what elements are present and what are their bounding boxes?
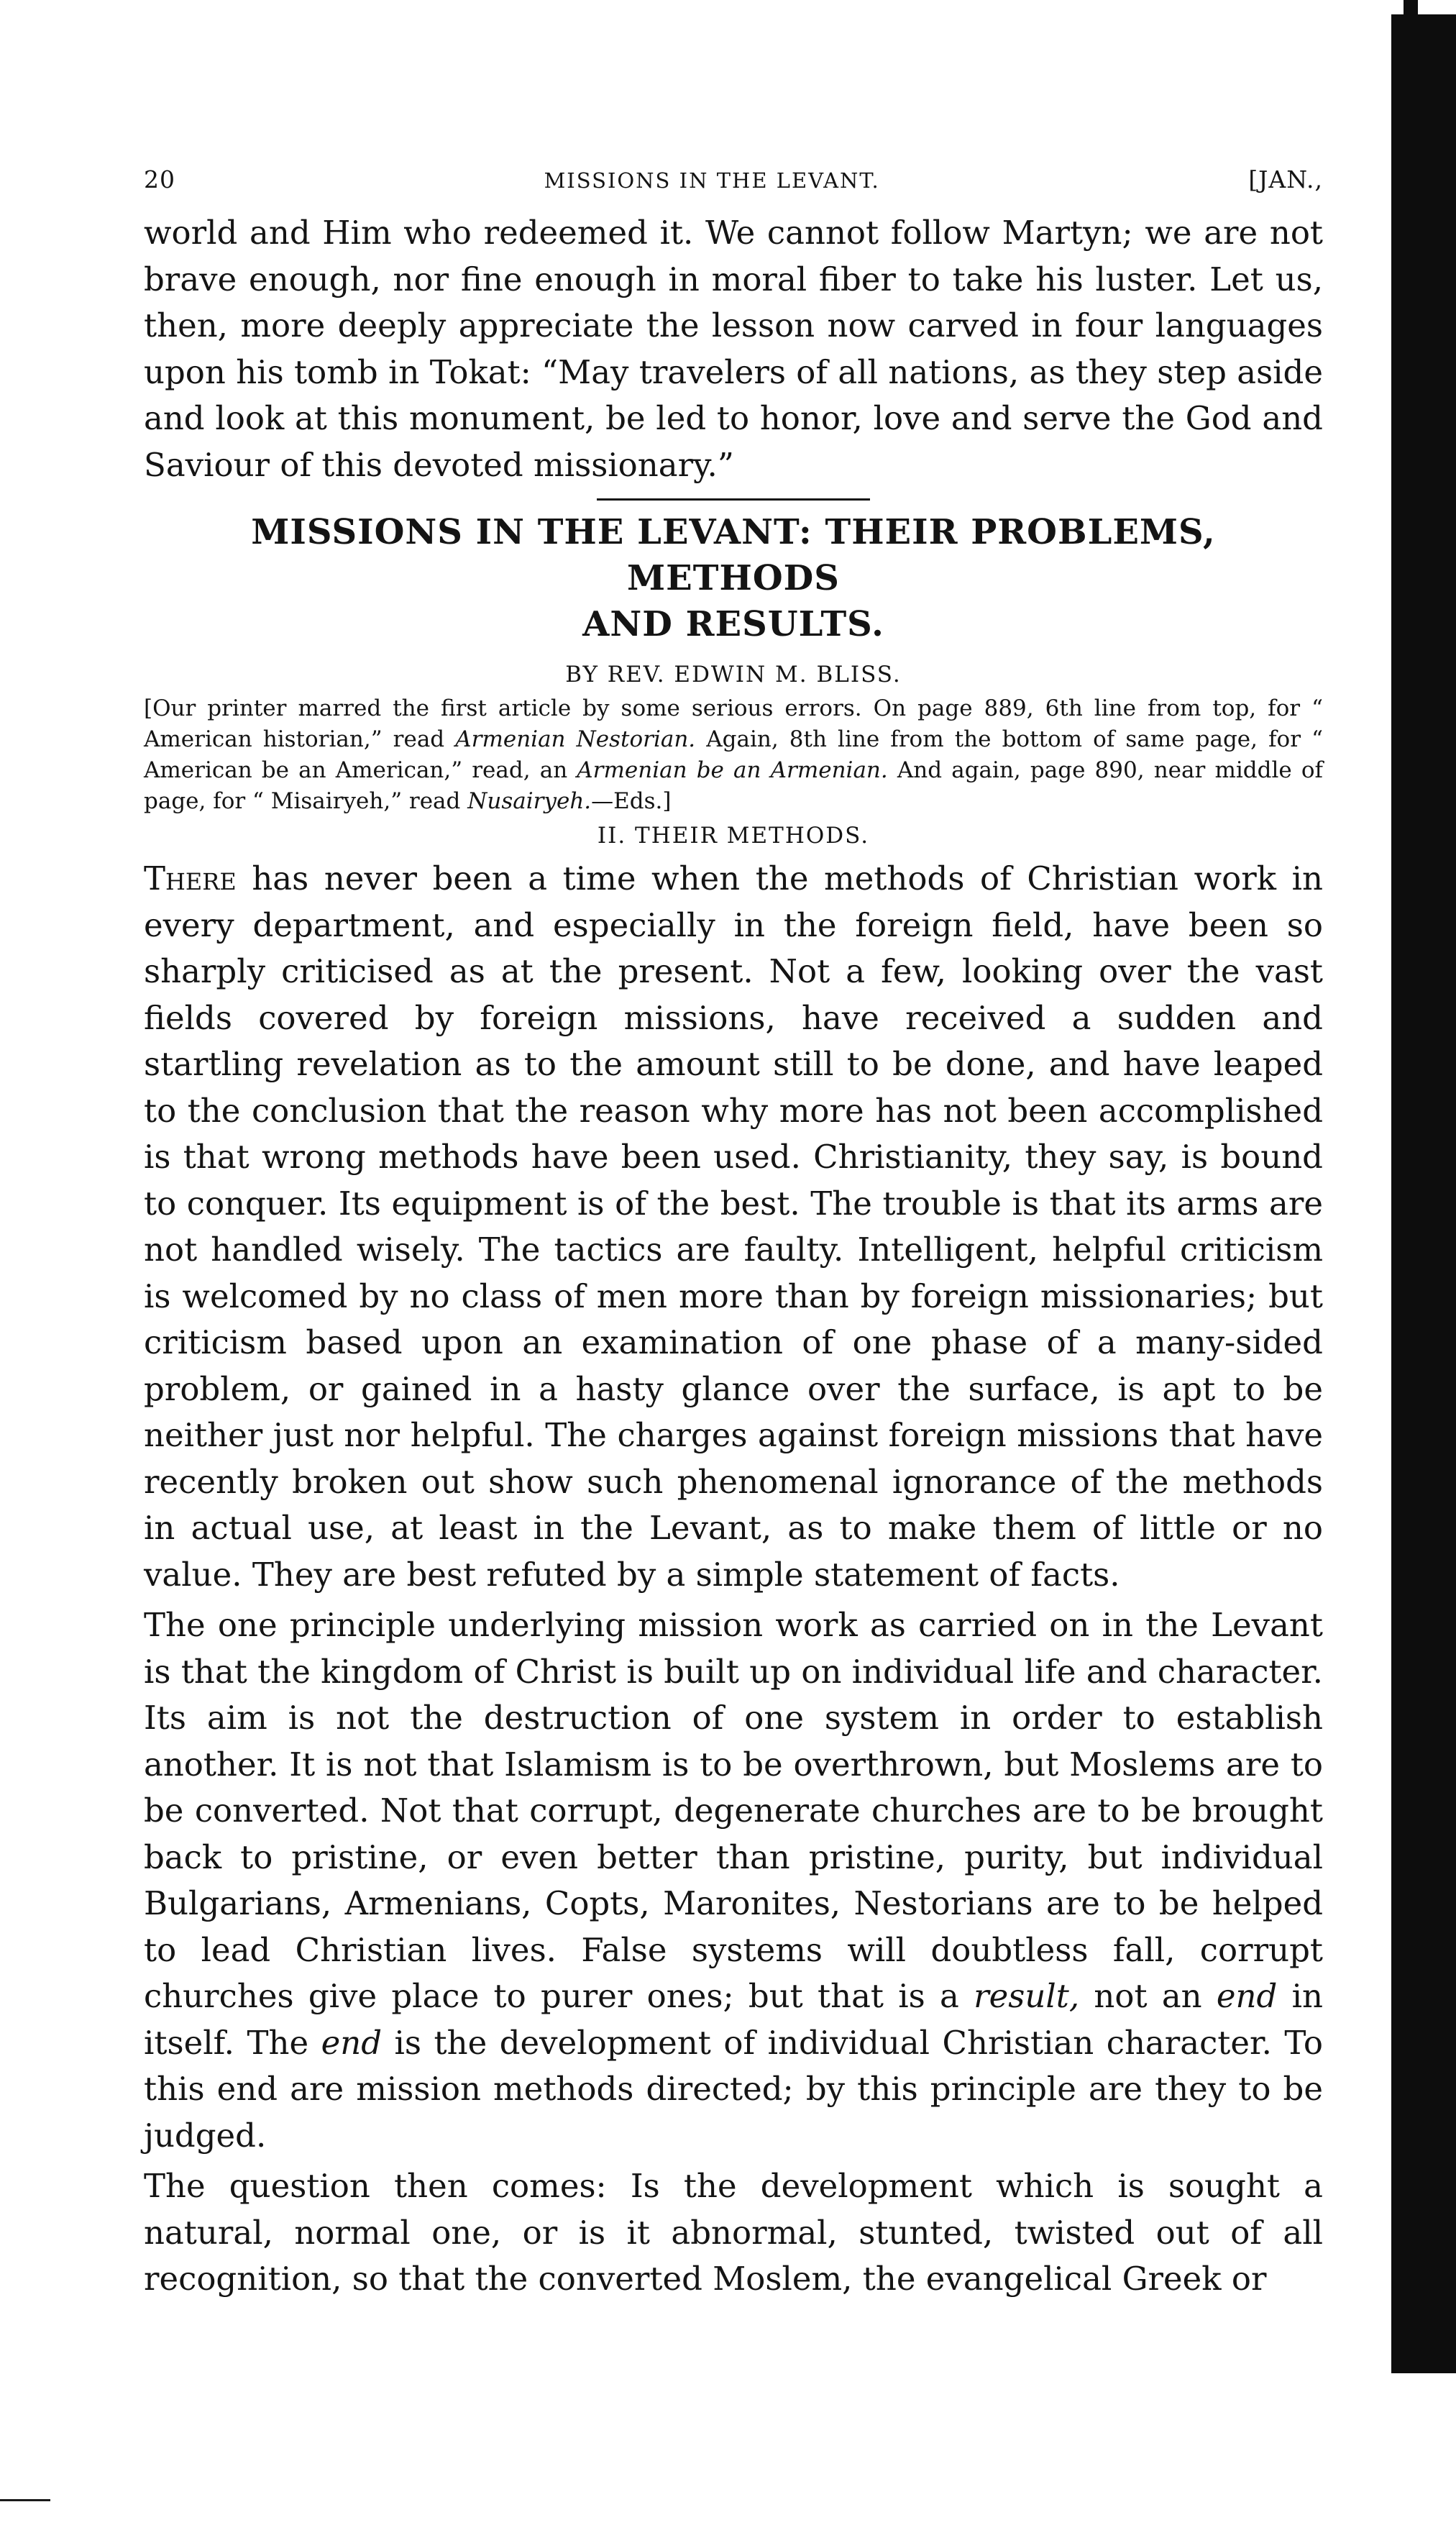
document-page [144,165,1323,2303]
note-italic-2: Armenian be an Armenian. [577,757,888,783]
running-title: MISSIONS IN THE LEVANT. [544,168,880,193]
paragraph-2-italic-1: result, [974,1977,1080,2015]
paragraph-2-text-4: is the development of individual Christian character. To this end are mission methods directed; by this principle are they to be judged. [144,2023,1323,2155]
paragraph-1-lead: There [144,859,237,898]
note-italic-1: Armenian Nestorian. [455,726,696,752]
paragraph-2-italic-3: end [321,2023,383,2062]
paragraph-2 [144,1602,1323,2159]
page-edge-shadow [1391,14,1456,2373]
note-text-4: —Eds.] [591,788,672,814]
article-title [144,509,1323,647]
previous-article-ending: world and Him who redeemed it. We cannot follow Martyn; we are not brave enough, nor fine enough in moral fiber to take his luster. Let us, then, more deeply appreciate the lesson now carved in four languages upon his tomb in Tokat: “May travelers of all nations, as they step aside and look at this monument, be led to honor, love and serve the God and Saviour of this devoted missionary.” [144,214,1323,484]
note-text-1: [Our printer marred the first article by some serious errors. On page 889, 6th line from top, for “ American historian,” read [144,695,1323,752]
byline: BY REV. EDWIN M. BLISS. [565,662,902,688]
paragraph-2-italic-2: end [1216,1977,1278,2015]
running-head [144,165,1323,210]
note-text-3: And again, page 890, near middle of page, for “ Misairyeh,” read [144,757,1323,814]
note-italic-3: Nusairyeh. [467,788,592,814]
page-number: 20 [144,165,175,193]
running-date: [JAN., [1248,165,1323,193]
paragraph-2-text-3: in itself. The [144,1977,1323,2062]
paragraph-1-text: has never been a time when the methods of Christian work in every department, and especially in the foreign field, have been so sharply criticised as at the present. Not a few, looking over the vast fields covered by foreign missions, have received a sudden and startling revelation as to the amount still to be done, and have leaped to the conclusion that the reason why more has not been accomplished is that wrong methods have been used. Christianity, they say, is bound to conquer. Its equipment is of the best. The trouble is that its arms are not handled wisely. The tactics are faulty. Intelligent, helpful criticism is welcomed by no class of men more than by foreign missionaries; but criticism based upon an examination of one phase of a many-sided problem, or gained in a hasty glance over the surface, is apt to be neither just nor helpful. The charges against foreign missions that have recently broken out show such phenomenal ignorance of the methods in actual use, at least in the Levant, as to make them of little or no value. They are best refuted by a simple statement of facts. [144,859,1323,1594]
section-divider [597,498,870,501]
paragraph-2-text-2: not an [1079,1977,1217,2015]
section-heading: II. THEIR METHODS. [597,823,870,849]
note-text-2: Again, 8th line from the bottom of same page, for “ American be an American,” read, an [144,726,1323,783]
article-title-line-1: MISSIONS IN THE LEVANT: THEIR PROBLEMS, METHODS [251,512,1216,598]
paragraph-3: The question then comes: Is the development which is sought a natural, normal one, or is it abnormal, stunted, twisted out of all recognition, so that the converted Moslem, the evangelical Greek or [144,2167,1323,2298]
paragraph-1 [144,856,1323,1598]
scan-mark [0,2499,50,2501]
paragraph-2-text-1: The one principle underlying mission work as carried on in the Levant is that the kingdom of Christ is built up on individual life and character. Its aim is not the destruction of one system in order to establish another. It is not that Islamism is to be overthrown, but Moslems are to be converted. Not that corrupt, degenerate churches are to be brought back to pristine, or even better than pristine, purity, but individual Bulgarians, Armenians, Copts, Maronites, Nestorians are to be helped to lead Christian lives. False systems will doubtless fall, corrupt churches give place to purer ones; but that is a [144,1606,1323,2015]
article-title-line-2: AND RESULTS. [582,604,884,644]
editorial-note [144,693,1323,817]
